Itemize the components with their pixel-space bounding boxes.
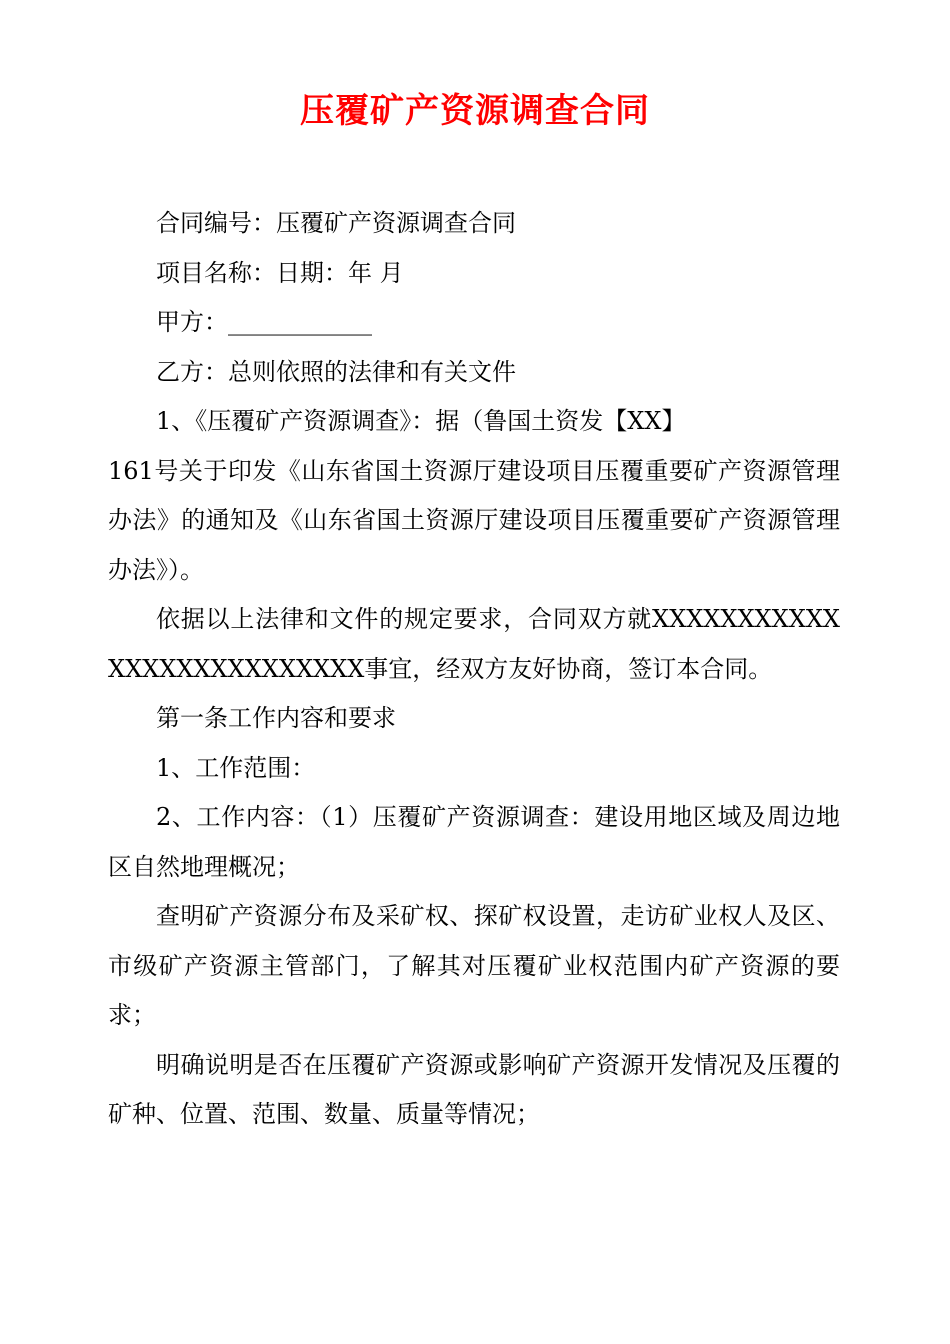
document-body [108,199,840,1140]
paragraph-legal-basis-continued: 161号关于印发《山东省国土资源厅建设项目压覆重要矿产资源管理办法》的通知及《山东省国土资源厅建设项目压覆重要矿产资源管理办法》）。 [108,456,840,584]
document-title: 压覆矿产资源调查合同 [300,91,650,131]
paragraph-project-name: 项目名称：日期：年 月 [156,258,404,287]
paragraph-party-a: 甲方：____________ [156,308,372,336]
paragraph-work-scope: 1、工作范围： [156,753,316,782]
article-one-heading: 第一条工作内容和要求 [156,704,396,732]
paragraph-clarification: 明确说明是否在压覆矿产资源或影响矿产资源开发情况及压覆的矿种、位置、范围、数量、质量等情况； [108,1050,840,1128]
paragraph-party-b: 乙方：总则依照的法律和有关文件 [156,357,516,386]
paragraph-work-content: 2、工作内容：（1）压覆矿产资源调查：建设用地区域及周边地区自然地理概况； [108,803,840,881]
paragraph-contract-number: 合同编号：压覆矿产资源调查合同 [156,209,516,237]
paragraph-legal-basis: 1、《压覆矿产资源调查》：据（鲁国土资发【XX】 [156,407,686,435]
paragraph-agreement: 依据以上法律和文件的规定要求，合同双方就XXXXXXXXXXXXXXXXXXXXXXXXXX事宜，经双方友好协商，签订本合同。 [108,605,840,683]
paragraph-investigation: 查明矿产资源分布及采矿权、探矿权设置，走访矿业权人及区、市级矿产资源主管部门，了解其对压覆矿业权范围内矿产资源的要求； [108,902,840,1029]
